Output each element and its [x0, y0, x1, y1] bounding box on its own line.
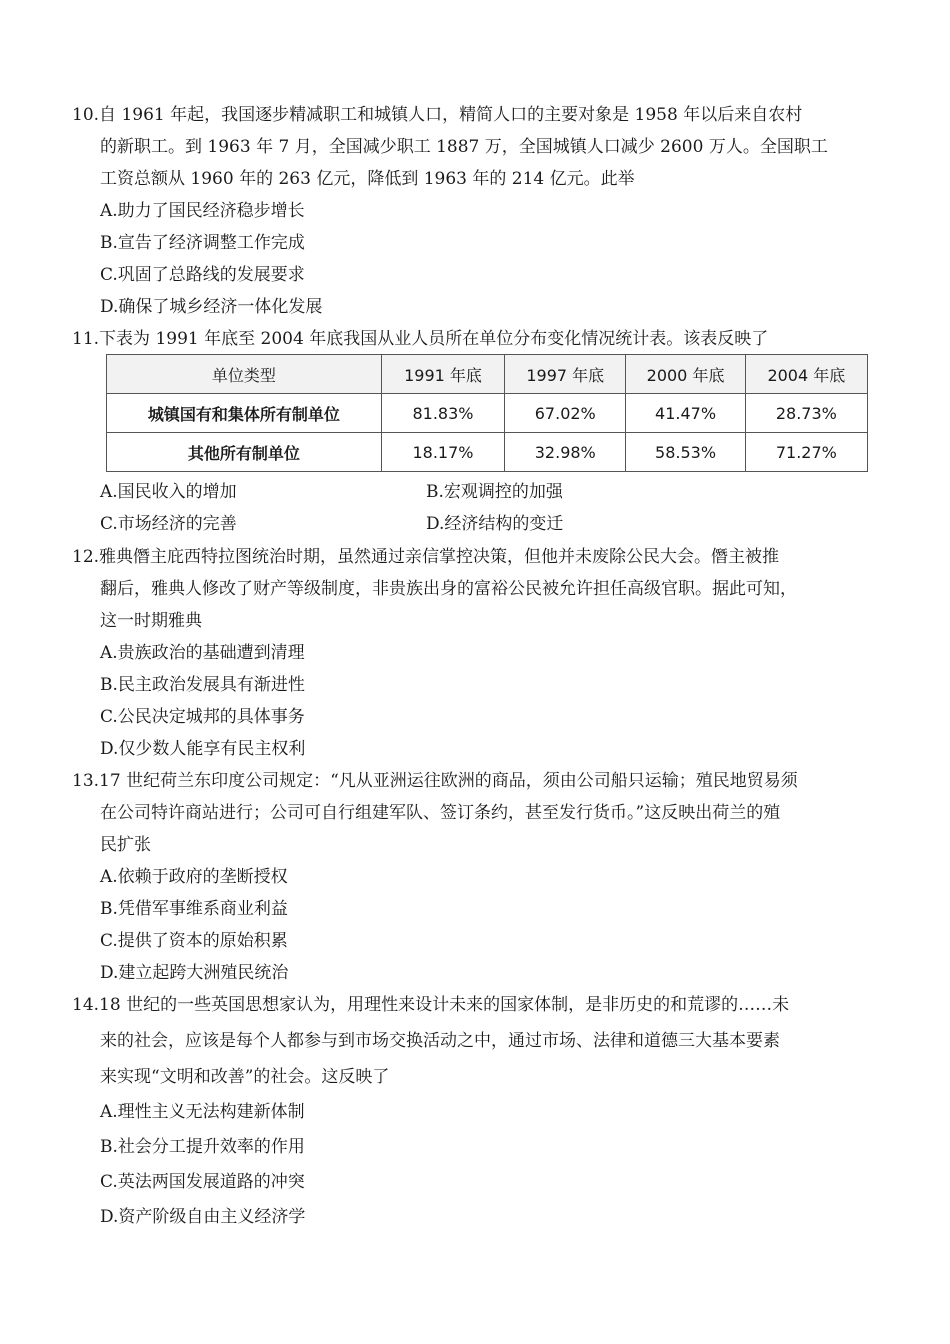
question-number: 12. [72, 547, 100, 567]
question-11-stem-line-1 [72, 329, 768, 349]
table-cell: 32.98% [505, 433, 626, 472]
table-header-cell: 1991 年底 [381, 355, 504, 394]
question-11-option-c: C.市场经济的完善 [100, 514, 237, 534]
question-10-option-b: B.宣告了经济调整工作完成 [100, 233, 305, 253]
question-14-stem-line-2: 来的社会，应该是每个人都参与到市场交换活动之中，通过市场、法律和道德三大基本要素 [100, 1031, 780, 1051]
question-13-option-c: C.提供了资本的原始积累 [100, 931, 288, 951]
table-cell: 81.83% [381, 394, 504, 433]
question-11-option-d: D.经济结构的变迁 [426, 514, 564, 534]
question-10-stem-line-1 [72, 105, 802, 125]
question-12-option-c: C.公民决定城邦的具体事务 [100, 707, 305, 727]
question-number: 11. [72, 329, 100, 349]
question-12-stem-line-2: 翻后，雅典人修改了财产等级制度，非贵族出身的富裕公民被允许担任高级官职。据此可知， [100, 579, 797, 599]
question-13-stem-line-3: 民扩张 [100, 835, 151, 855]
table-cell: 41.47% [626, 394, 745, 433]
table-row-label: 其他所有制单位 [107, 433, 382, 472]
stem-text: 自 1961 年起，我国逐步精减职工和城镇人口，精简人口的主要对象是 1958 年以后来自农村 [99, 105, 803, 125]
question-13-stem-line-2: 在公司特许商站进行；公司可自行组建军队、签订条约，甚至发行货币。”这反映出荷兰的殖 [100, 803, 781, 823]
question-14-option-a: A.理性主义无法构建新体制 [100, 1102, 305, 1122]
question-14-option-b: B.社会分工提升效率的作用 [100, 1137, 305, 1157]
question-12-stem-line-3: 这一时期雅典 [100, 611, 202, 631]
table-cell: 18.17% [381, 433, 504, 472]
question-12-option-b: B.民主政治发展具有渐进性 [100, 675, 305, 695]
stem-text: 18 世纪的一些英国思想家认为，用理性来设计未来的国家体制，是非历史的和荒谬的……未 [99, 995, 790, 1015]
question-10-option-c: C.巩固了总路线的发展要求 [100, 265, 305, 285]
table-row [107, 433, 868, 472]
table-header-cell: 2004 年底 [745, 355, 867, 394]
stem-text: 雅典僭主庇西特拉图统治时期，虽然通过亲信掌控决策，但他并未废除公民大会。僭主被推 [99, 547, 780, 567]
question-12-stem-line-1 [72, 547, 779, 567]
question-13-stem-line-1 [72, 771, 798, 791]
stem-text: 下表为 1991 年底至 2004 年底我国从业人员所在单位分布变化情况统计表。该表反映了 [99, 329, 769, 349]
table-header-cell: 单位类型 [107, 355, 382, 394]
question-10-stem-line-3: 工资总额从 1960 年的 263 亿元，降低到 1963 年的 214 亿元。此举 [100, 169, 635, 189]
question-14-option-d: D.资产阶级自由主义经济学 [100, 1207, 306, 1227]
question-14-stem-line-1 [72, 995, 789, 1015]
question-13-option-a: A.依赖于政府的垄断授权 [100, 867, 288, 887]
table-row-label: 城镇国有和集体所有制单位 [107, 394, 382, 433]
stem-text: 17 世纪荷兰东印度公司规定：“凡从亚洲运往欧洲的商品，须由公司船只运输；殖民地贸易须 [99, 771, 798, 791]
question-14-stem-line-3: 来实现“文明和改善”的社会。这反映了 [100, 1067, 390, 1087]
table-header-cell: 2000 年底 [626, 355, 745, 394]
question-number: 10. [72, 105, 100, 125]
table-header-cell: 1997 年底 [505, 355, 626, 394]
question-13-option-d: D.建立起跨大洲殖民统治 [100, 963, 289, 983]
question-13-option-b: B.凭借军事维系商业利益 [100, 899, 288, 919]
question-11-option-a: A.国民收入的增加 [100, 482, 237, 502]
question-14-option-c: C.英法两国发展道路的冲突 [100, 1172, 305, 1192]
table-row [107, 394, 868, 433]
employment-distribution-table [106, 354, 868, 472]
question-number: 14. [72, 995, 100, 1015]
question-10-option-a: A.助力了国民经济稳步增长 [100, 201, 305, 221]
table-cell: 58.53% [626, 433, 745, 472]
question-number: 13. [72, 771, 100, 791]
question-12-option-d: D.仅少数人能享有民主权利 [100, 739, 306, 759]
question-11-option-b: B.宏观调控的加强 [426, 482, 563, 502]
question-12-option-a: A.贵族政治的基础遭到清理 [100, 643, 305, 663]
table-cell: 67.02% [505, 394, 626, 433]
question-10-stem-line-2: 的新职工。到 1963 年 7 月，全国减少职工 1887 万，全国城镇人口减少 2600 万人。全国职工 [100, 137, 828, 157]
table-header-row [107, 355, 868, 394]
table-cell: 28.73% [745, 394, 867, 433]
table-cell: 71.27% [745, 433, 867, 472]
question-10-option-d: D.确保了城乡经济一体化发展 [100, 297, 323, 317]
